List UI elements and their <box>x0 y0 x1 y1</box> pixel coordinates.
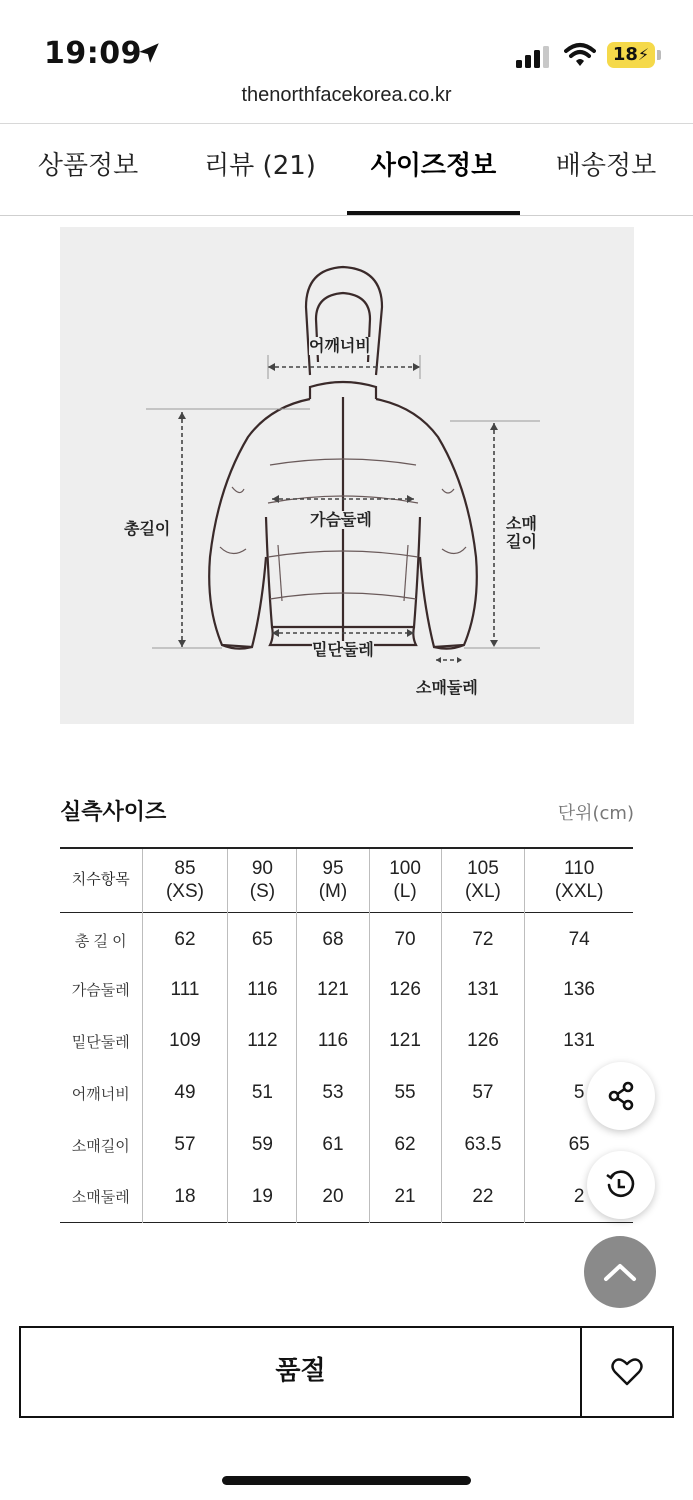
table-cell: 57 <box>142 1119 228 1171</box>
table-row <box>60 1016 633 1068</box>
table-cell: 21 <box>369 1171 441 1223</box>
heart-icon <box>611 1358 643 1386</box>
table-cell: 5 <box>573 1082 585 1104</box>
table-cell: 111 <box>142 964 228 1016</box>
column-header: 95 (M) <box>297 848 369 912</box>
history-icon <box>604 1168 638 1202</box>
table-cell: 121 <box>297 964 369 1016</box>
label-chest: 가슴둘레 <box>310 510 372 529</box>
tab-reviews[interactable]: 리뷰 (21) <box>204 151 316 181</box>
status-time: 19:09 <box>44 36 142 71</box>
wishlist-button[interactable] <box>580 1326 674 1418</box>
table-cell: 62 <box>369 1119 441 1171</box>
label-shoulder-width: 어깨너비 <box>309 336 371 355</box>
table-cell: 22 <box>441 1171 525 1223</box>
table-cell: 109 <box>142 1016 228 1068</box>
column-header: 110 (XXL) <box>554 857 604 903</box>
table-cell: 62 <box>142 912 228 964</box>
scroll-to-top-button[interactable] <box>584 1236 656 1308</box>
share-icon <box>606 1081 636 1111</box>
column-header: 85 (XS) <box>142 848 228 912</box>
table-cell: 65 <box>568 1134 590 1156</box>
table-cell: 53 <box>297 1067 369 1119</box>
row-label: 소매길이 <box>60 1119 142 1171</box>
table-row <box>60 1119 633 1171</box>
table-cell: 116 <box>228 964 297 1016</box>
table-cell: 63.5 <box>441 1119 525 1171</box>
table-row <box>60 1067 633 1119</box>
table-cell: 19 <box>228 1171 297 1223</box>
table-cell: 57 <box>441 1067 525 1119</box>
label-total-length: 총길이 <box>124 519 171 538</box>
column-header: 치수항목 <box>60 848 142 912</box>
tab-shipping-info[interactable]: 배송정보 <box>555 151 657 181</box>
soldout-button[interactable]: 품절 <box>19 1326 582 1418</box>
table-cell: 70 <box>369 912 441 964</box>
table-cell: 74 <box>568 929 590 951</box>
table-cell: 126 <box>441 1016 525 1068</box>
table-header-row <box>60 848 633 912</box>
table-row <box>60 964 633 1016</box>
battery-icon: 18⚡ <box>607 42 655 68</box>
table-cell: 72 <box>441 912 525 964</box>
row-label: 어깨너비 <box>60 1067 142 1119</box>
chevron-up-icon <box>603 1261 637 1283</box>
table-cell: 126 <box>369 964 441 1016</box>
location-arrow-icon <box>136 40 162 66</box>
tab-product-info[interactable]: 상품정보 <box>37 151 139 181</box>
table-cell: 65 <box>228 912 297 964</box>
status-bar <box>0 0 693 80</box>
size-section-title: 실측사이즈 <box>60 800 167 825</box>
label-cuff: 소매둘레 <box>416 678 478 697</box>
table-row <box>60 912 633 964</box>
label-hem: 밑단둘레 <box>312 640 374 659</box>
row-label: 밑단둘레 <box>60 1016 142 1068</box>
table-cell: 61 <box>297 1119 369 1171</box>
battery-tip <box>657 50 661 60</box>
column-header: 90 (S) <box>228 848 297 912</box>
row-label: 가슴둘레 <box>60 964 142 1016</box>
table-cell: 18 <box>142 1171 228 1223</box>
product-tabs <box>0 124 693 216</box>
table-cell: 51 <box>228 1067 297 1119</box>
table-cell: 112 <box>228 1016 297 1068</box>
table-cell: 2 <box>573 1185 585 1207</box>
table-cell: 20 <box>297 1171 369 1223</box>
table-cell: 55 <box>369 1067 441 1119</box>
address-bar-url[interactable]: thenorthfacekorea.co.kr <box>241 84 452 106</box>
wifi-icon <box>564 42 596 68</box>
recent-history-button[interactable] <box>587 1151 655 1219</box>
label-sleeve-length: 소매 길이 <box>506 514 537 552</box>
share-button[interactable] <box>587 1062 655 1130</box>
table-cell: 121 <box>369 1016 441 1068</box>
row-label: 총 길 이 <box>60 912 142 964</box>
table-cell: 59 <box>228 1119 297 1171</box>
size-table <box>60 847 633 1223</box>
table-cell: 116 <box>297 1016 369 1068</box>
size-diagram <box>60 227 634 724</box>
home-indicator[interactable] <box>222 1476 471 1485</box>
row-label: 소매둘레 <box>60 1171 142 1223</box>
cellular-signal-icon <box>516 46 550 68</box>
table-cell: 136 <box>563 978 595 1000</box>
active-tab-indicator <box>347 211 520 215</box>
column-header: 100 (L) <box>369 848 441 912</box>
table-cell: 68 <box>297 912 369 964</box>
tab-size-info[interactable]: 사이즈정보 <box>370 151 497 181</box>
table-row <box>60 1171 633 1223</box>
table-cell: 49 <box>142 1067 228 1119</box>
battery-level: 18 <box>612 44 638 65</box>
column-header: 105 (XL) <box>441 848 525 912</box>
unit-label: 단위(cm) <box>557 803 634 824</box>
table-cell: 131 <box>563 1030 595 1052</box>
table-cell: 131 <box>441 964 525 1016</box>
